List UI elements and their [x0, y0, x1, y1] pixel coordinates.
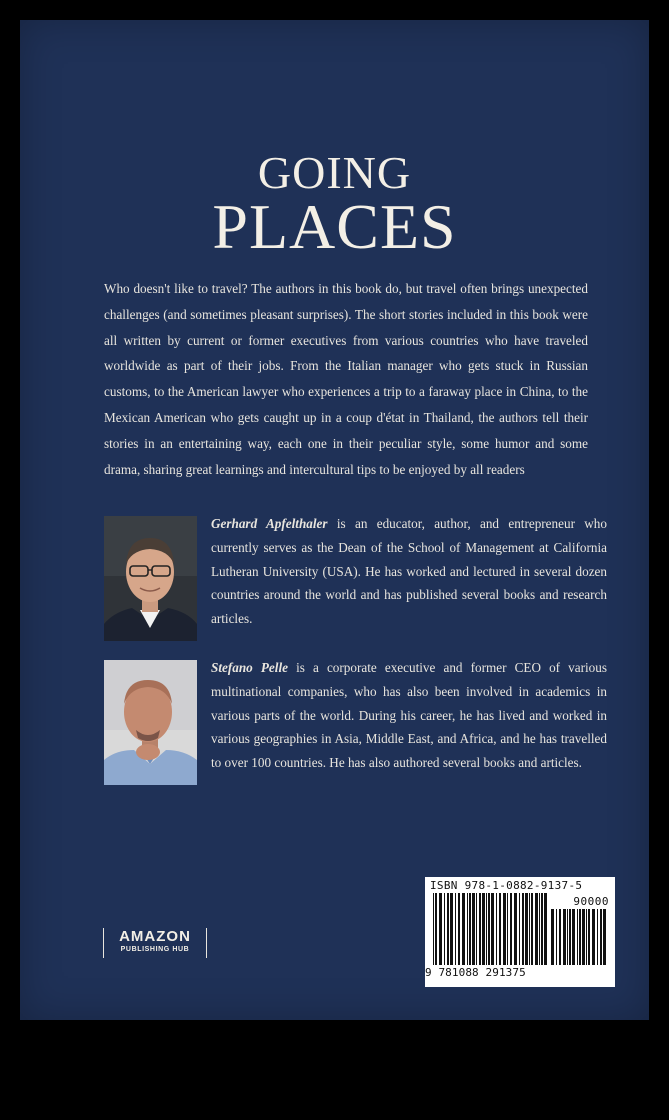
barcode-bar [496, 893, 497, 965]
barcode-bar [450, 893, 453, 965]
publisher-subtitle: PUBLISHING HUB [120, 946, 190, 953]
barcode-bar [588, 909, 590, 965]
barcode-bar [525, 893, 528, 965]
barcode-bar [462, 893, 465, 965]
barcode-bar [510, 893, 512, 965]
barcode-bar [572, 909, 575, 965]
barcode-bar [544, 893, 547, 965]
publisher-logo [103, 928, 207, 958]
title-line-1: GOING [257, 147, 412, 198]
barcode-bar [539, 893, 540, 965]
author-bio-text: is an educator, author, and entrepreneur who currently serves as the Dean of the School of Management at California Lutheran University (USA). He has worked and lectured in several dozen countries around the world and has published several books and research articles. [211, 516, 607, 627]
barcode-bar [503, 893, 506, 965]
barcode-bar [551, 909, 554, 965]
barcode-bar [559, 909, 561, 965]
barcode-addon-bars [549, 909, 609, 965]
barcode-bar [435, 893, 437, 965]
barcode-bar [556, 909, 557, 965]
author-photo-stefano [104, 660, 197, 785]
barcode-bar [569, 909, 571, 965]
barcode-bar [529, 893, 530, 965]
barcode-bar [479, 893, 481, 965]
barcode-bar [577, 909, 578, 965]
book-back-cover [20, 20, 649, 1020]
barcode-bar [488, 893, 490, 965]
author-photo-gerhard [104, 516, 197, 641]
barcode-bar [597, 909, 598, 965]
barcode-bar [444, 893, 445, 965]
isbn-barcode [425, 877, 615, 987]
barcode-bar [486, 893, 487, 965]
barcode-bar [507, 893, 508, 965]
barcode-bar [541, 893, 543, 965]
author-bio-stefano [211, 656, 607, 775]
barcode-bar [592, 909, 595, 965]
barcode-bar [586, 909, 587, 965]
barcode-bar [522, 893, 524, 965]
barcode-bar [472, 893, 475, 965]
barcode-bar [535, 893, 538, 965]
barcode-bar [458, 893, 460, 965]
barcode-digits: 9 781088 291375 [425, 966, 526, 979]
barcode-bar [439, 893, 442, 965]
barcode-bar [447, 893, 449, 965]
barcode-bar [491, 893, 494, 965]
publisher-name: AMAZON [119, 928, 191, 945]
barcode-bar [582, 909, 585, 965]
author-bio-gerhard [211, 512, 607, 631]
barcode-bar [467, 893, 468, 965]
barcode-bars [431, 893, 547, 965]
title-line-2: PLACES [212, 191, 457, 262]
barcode-bar [499, 893, 501, 965]
barcode-bar [519, 893, 520, 965]
blurb-text: Who doesn't like to travel? The authors in this book do, but travel often brings unexpected challenges (and sometimes pleasant surprises). The short stories included in this book were all written by current or former executives from various countries who have traveled worldwide as part of their jobs. From the Italian manager who gets stuck in Russian customs, to the American lawyer who experiences a trip to a faraway place in China, to the Mexican American who gets caught up in a coup d'état in Thailand, the authors tell their stories in an entertaining way, each one in their peculiar style, some humor and some drama, sharing great learnings and intercultural tips to be enjoyed by all readers [104, 281, 588, 477]
barcode-bar [567, 909, 568, 965]
barcode-bar [482, 893, 485, 965]
barcode-bar [455, 893, 456, 965]
author-name: Stefano Pelle [211, 660, 288, 675]
barcode-bar [433, 893, 434, 965]
isbn-label: ISBN 978-1-0882-9137-5 [430, 879, 583, 892]
barcode-bar [603, 909, 606, 965]
author-name: Gerhard Apfelthaler [211, 516, 328, 531]
barcode-bar [469, 893, 471, 965]
author-bio-text: is a corporate executive and former CEO of various multinational companies, who has also been involved in academics in various parts of the world. During his career, he has lived and worked in various geographies in Asia, Middle East, and Africa, and he has travelled to over 100 countries. He has also authored several books and articles. [211, 660, 608, 771]
barcode-bar [579, 909, 581, 965]
barcode-bar [514, 893, 517, 965]
barcode-bar [600, 909, 602, 965]
price-code: 90000 [573, 895, 609, 908]
barcode-bar [563, 909, 566, 965]
barcode-bar [531, 893, 533, 965]
barcode-bar [476, 893, 477, 965]
